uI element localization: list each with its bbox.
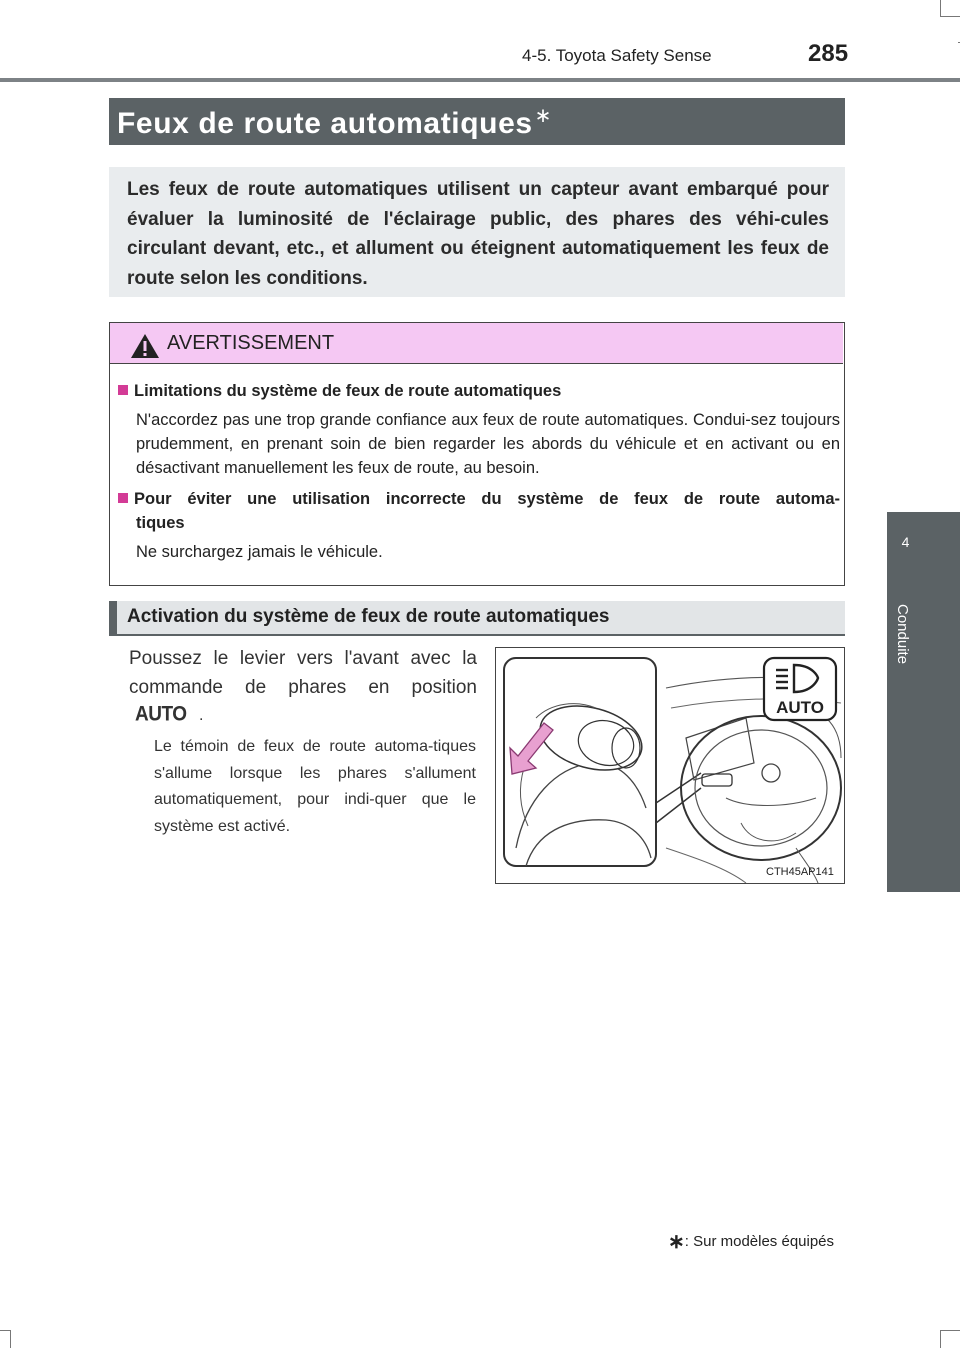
header-rule	[0, 78, 960, 82]
warning-item	[118, 379, 840, 480]
auto-symbol: AUTO	[135, 702, 187, 727]
crop-mark	[0, 1330, 11, 1331]
section-heading-accent	[109, 601, 117, 636]
footnote-text: : Sur modèles équipés	[684, 1233, 835, 1250]
bullet-square-icon	[118, 385, 128, 395]
instruction-line: commande de phares en position	[129, 677, 477, 698]
page-title-text: Feux de route automatiques	[117, 107, 533, 140]
instruction-line: Poussez le levier vers l'avant avec la	[129, 648, 477, 669]
bullet-square-icon	[118, 493, 128, 503]
warning-item-body: N'accordez pas une trop grande confiance aux feux de route automatiques. Condui-sez toujours prudemment, en prenant soin de bien regarder les abords du véhicule et en activant ou en désactivant manuellement les feux de route, au besoin.	[136, 411, 840, 477]
warning-item-heading	[118, 487, 840, 511]
intro-box	[109, 167, 845, 297]
warning-item-heading-text: Limitations du système de feux de route automatiques	[134, 382, 562, 400]
section-heading-bar	[109, 601, 845, 636]
title-asterisk: ∗	[534, 105, 553, 127]
steering-lever-illustration	[495, 647, 845, 884]
warning-item-body: Ne surchargez jamais le véhicule.	[136, 543, 383, 561]
intro-text: Les feux de route automatiques utilisent un capteur avant embarqué pour évaluer la luminosité de l'éclairage public, des phares des véhi-cules circulant devant, etc., et allument ou éteignent automatiquement les feux de route selon les conditions.	[127, 179, 829, 289]
illustration-drawing	[496, 648, 844, 883]
page-title	[117, 103, 552, 141]
crop-mark	[10, 1330, 11, 1348]
figure-code: CTH45AP141	[766, 866, 834, 878]
running-header-section: 4-5. Toyota Safety Sense	[522, 46, 712, 65]
page-number: 285	[808, 40, 849, 67]
page-title-bar	[109, 98, 845, 145]
chapter-number: 4	[901, 534, 910, 550]
chapter-label: Conduite	[894, 604, 911, 665]
warning-triangle-icon	[130, 333, 160, 359]
warning-item-heading-cont: tiques	[136, 514, 185, 532]
section-heading: Activation du système de feux de route automatiques	[127, 606, 610, 627]
instruction-end: .	[198, 707, 204, 724]
crop-mark	[940, 0, 941, 16]
footnote	[668, 1229, 834, 1254]
figure-auto-label: AUTO	[776, 698, 824, 717]
instruction-text	[129, 644, 477, 702]
crop-mark	[940, 16, 960, 17]
instruction-auto-line	[135, 704, 203, 726]
footnote-asterisk: ∗	[668, 1231, 685, 1253]
crop-mark	[940, 1330, 941, 1348]
warning-box	[109, 322, 845, 586]
indicator-note: Le témoin de feux de route automa-tiques s'allume lorsque les phares s'allument automatiquement, pour indi-quer que le système est activé.	[154, 738, 476, 835]
warning-item-heading-text: Pour éviter une utilisation incorrecte du système de feux de route automa-	[134, 490, 840, 508]
warning-item	[118, 487, 840, 564]
chapter-tab	[887, 512, 960, 892]
crop-mark	[940, 1330, 960, 1331]
warning-item-heading	[118, 379, 840, 403]
warning-title: AVERTISSEMENT	[167, 332, 335, 354]
warning-header	[110, 323, 843, 364]
